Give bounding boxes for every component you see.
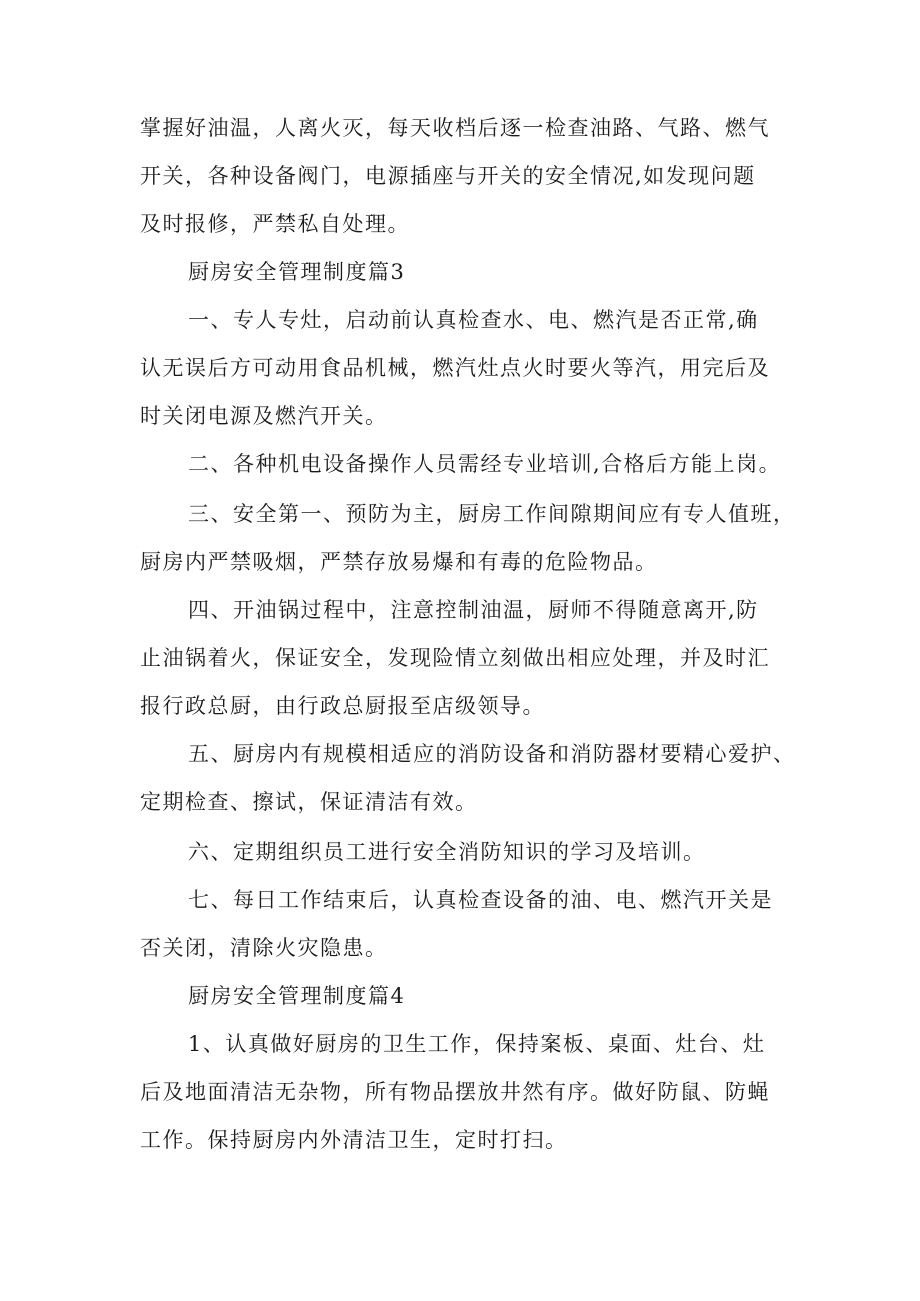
section-heading: 厨房安全管理制度篇3 <box>188 260 406 284</box>
paragraph-line: 掌握好油温，人离火灭，每天收档后逐一检查油路、气路、燃气 <box>140 116 770 140</box>
paragraph-line: 定期检查、擦试，保证清洁有效。 <box>140 790 478 814</box>
paragraph-line: 二、各种机电设备操作人员需经专业培训,合格后方能上岗。 <box>188 452 782 476</box>
paragraph-line: 止油锅着火，保证安全，发现险情立刻做出相应处理，并及时汇 <box>140 646 770 670</box>
paragraph-line: 认无误后方可动用食品机械，燃汽灶点火时要火等汽，用完后及 <box>140 356 770 380</box>
paragraph-line: 报行政总厨，由行政总厨报至店级领导。 <box>140 694 545 718</box>
paragraph-line: 五、厨房内有规模相适应的消防设备和消防器材要精心爱护、 <box>188 742 796 766</box>
paragraph-line: 一、专人专灶，启动前认真检查水、电、燃汽是否正常,确 <box>188 308 759 332</box>
paragraph-line: 及时报修，严禁私自处理。 <box>140 212 410 236</box>
paragraph-line: 三、安全第一、预防为主，厨房工作间隙期间应有专人值班， <box>188 502 796 526</box>
paragraph-line: 六、定期组织员工进行安全消防知识的学习及培训。 <box>188 840 706 864</box>
paragraph-line: 工作。保持厨房内外清洁卫生，定时打扫。 <box>140 1128 568 1152</box>
paragraph-line: 开关，各种设备阀门，电源插座与开关的安全情况,如发现问题 <box>140 164 756 188</box>
paragraph-line: 四、开油锅过程中，注意控制油温，厨师不得随意离开,防 <box>188 598 759 622</box>
paragraph-line: 七、每日工作结束后，认真检查设备的油、电、燃汽开关是 <box>188 888 773 912</box>
paragraph-line: 厨房内严禁吸烟，严禁存放易爆和有毒的危险物品。 <box>140 550 658 574</box>
paragraph-line: 否关闭，清除火灾隐患。 <box>140 936 388 960</box>
paragraph-line: 时关闭电源及燃汽开关。 <box>140 404 388 428</box>
paragraph-line: 1、认真做好厨房的卫生工作，保持案板、桌面、灶台、灶 <box>188 1032 766 1056</box>
section-heading: 厨房安全管理制度篇4 <box>188 984 406 1008</box>
paragraph-line: 后及地面清洁无杂物，所有物品摆放井然有序。做好防鼠、防蝇 <box>140 1080 770 1104</box>
